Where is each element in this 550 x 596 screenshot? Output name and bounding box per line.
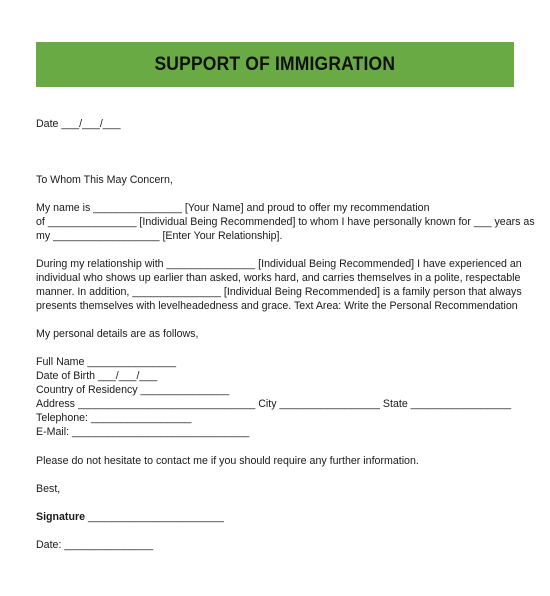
signature-label: Signature <box>36 511 86 523</box>
para2-line: individual who shows up earlier than asked, works hard, and carries themselves in a polite, respectable <box>36 272 521 284</box>
detail-email: E-Mail: ______________________________ <box>36 426 250 438</box>
title-banner <box>36 42 514 87</box>
detail-full-name: Full Name _______________ <box>36 356 177 368</box>
date-signed-line <box>36 538 153 552</box>
para2-line: manner. In addition, _______________ [Individual Being Recommended] is a family person that always <box>36 286 522 298</box>
closing-request: Please do not hesitate to contact me if you should require any further information. <box>36 455 419 467</box>
para2-line: During my relationship with _______________ [Individual Being Recommended] I have experienced an <box>36 258 522 270</box>
page-title: SUPPORT OF IMMIGRATION <box>154 53 396 75</box>
para1-line: my __________________ [Enter Your Relationship]. <box>36 230 283 242</box>
date-line: Date ___/___/___ <box>36 118 121 130</box>
para1-line: of _______________ [Individual Being Recommended] to whom I have personally known for ___ years as <box>36 216 535 228</box>
details-intro: My personal details are as follows, <box>36 328 199 340</box>
detail-address: Address ______________________________ City _________________ State _________________ <box>36 398 512 410</box>
signature-blank: _______________________ <box>85 511 224 523</box>
signoff: Best, <box>36 483 61 495</box>
detail-date-of-birth: Date of Birth ___/___/___ <box>36 370 158 382</box>
detail-telephone: Telephone: _________________ <box>36 412 192 424</box>
date-label: Date: <box>36 539 62 551</box>
date-blank: _______________ <box>61 539 154 551</box>
para2-line: presents themselves with levelheadedness and grace. Text Area: Write the Personal Recommendation <box>36 300 518 312</box>
signature-line <box>36 510 224 524</box>
salutation: To Whom This May Concern, <box>36 174 173 186</box>
detail-country: Country of Residency _______________ <box>36 384 230 396</box>
para1-line: My name is _______________ [Your Name] and proud to offer my recommendation <box>36 202 430 214</box>
